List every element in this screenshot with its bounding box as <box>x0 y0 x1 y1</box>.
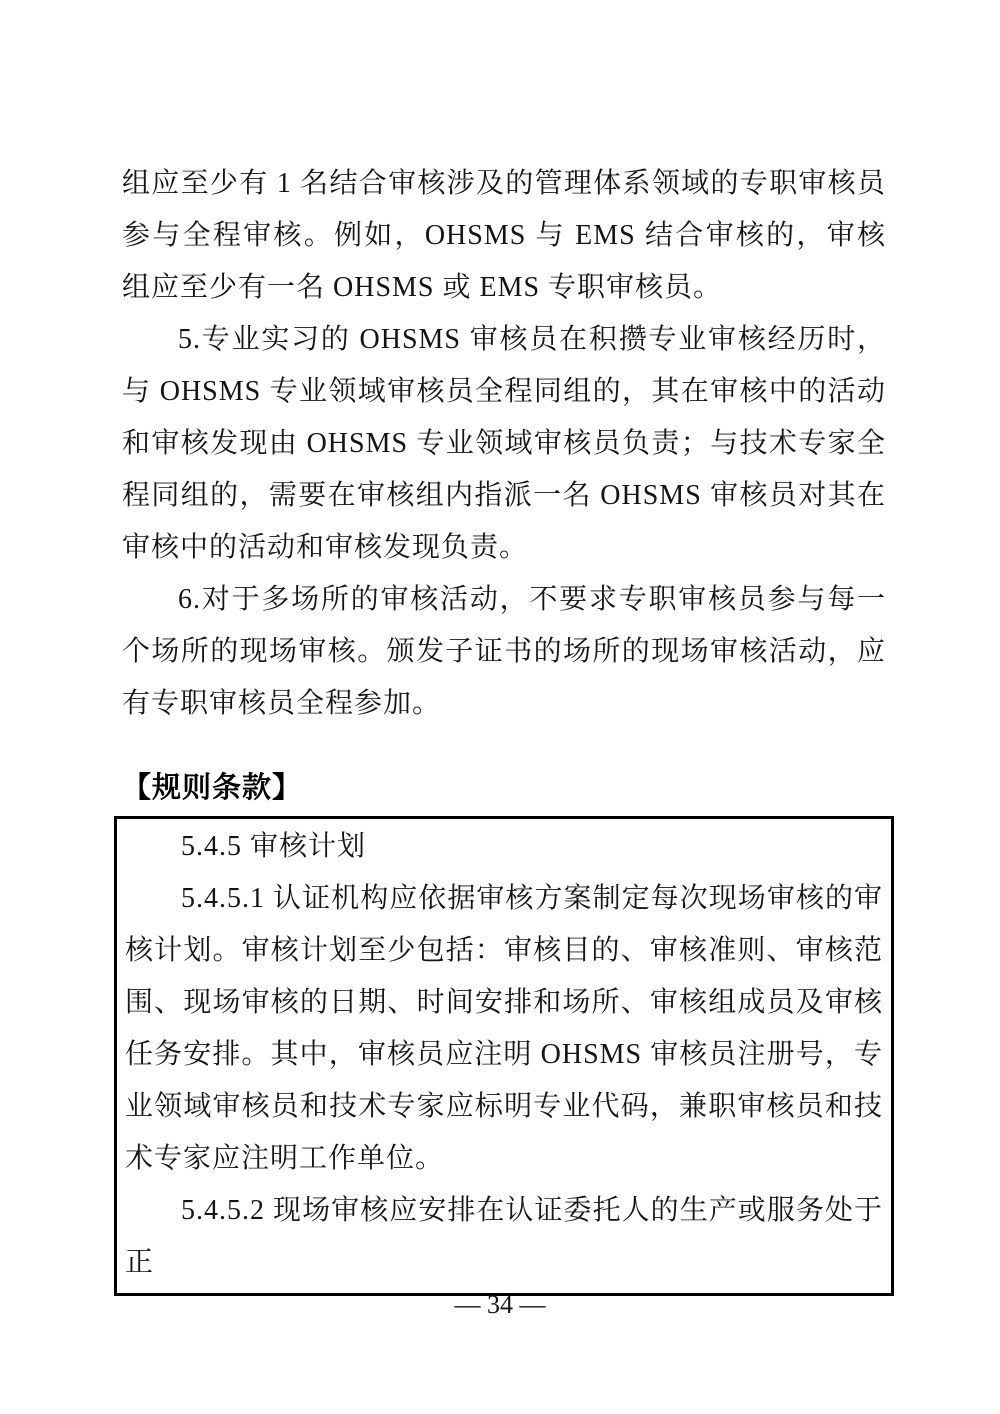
body-paragraph-item-6: 6.对于多场所的审核活动，不要求专职审核员参与每一个场所的现场审核。颁发子证书的场所的现场审核活动，应有专职审核员全程参加。 <box>122 584 886 719</box>
rule-clause-5452: 5.4.5.2 现场审核应安排在认证委托人的生产或服务处于正 <box>125 1195 883 1278</box>
page-content <box>122 158 886 1296</box>
rule-clause-title-545: 5.4.5 审核计划 <box>181 831 367 862</box>
section-heading-rule-clauses: 【规则条款】 <box>122 772 303 804</box>
body-paragraph-item-5: 5.专业实习的 OHSMS 审核员在积攒专业审核经历时，与 OHSMS 专业领域审核员全程同组的，其在审核中的活动和审核发现由 OHSMS 专业领域审核员负责；与技术专家全程同组的，需要在审核组内指派一名 OHSMS 审核员对其在审核中的活动和审核发现负责。 <box>122 324 886 563</box>
page-number: — 34 — <box>454 1290 546 1319</box>
rule-clause-5451: 5.4.5.1 认证机构应依据审核方案制定每次现场审核的审核计划。审核计划至少包括：审核目的、审核准则、审核范围、现场审核的日期、时间安排和场所、审核组成员及审核任务安排。其中，审核员应注明 OHSMS 审核员注册号，专业领域审核员和技术专家应标明专业代码，兼职审核员和技术专家应注明工作单位。 <box>125 883 883 1174</box>
body-paragraph-continuation: 组应至少有 1 名结合审核涉及的管理体系领域的专职审核员参与全程审核。例如，OHSMS 与 EMS 结合审核的，审核组应至少有一名 OHSMS 或 EMS 专职审核员。 <box>122 168 886 303</box>
rule-clause-box <box>114 816 894 1296</box>
